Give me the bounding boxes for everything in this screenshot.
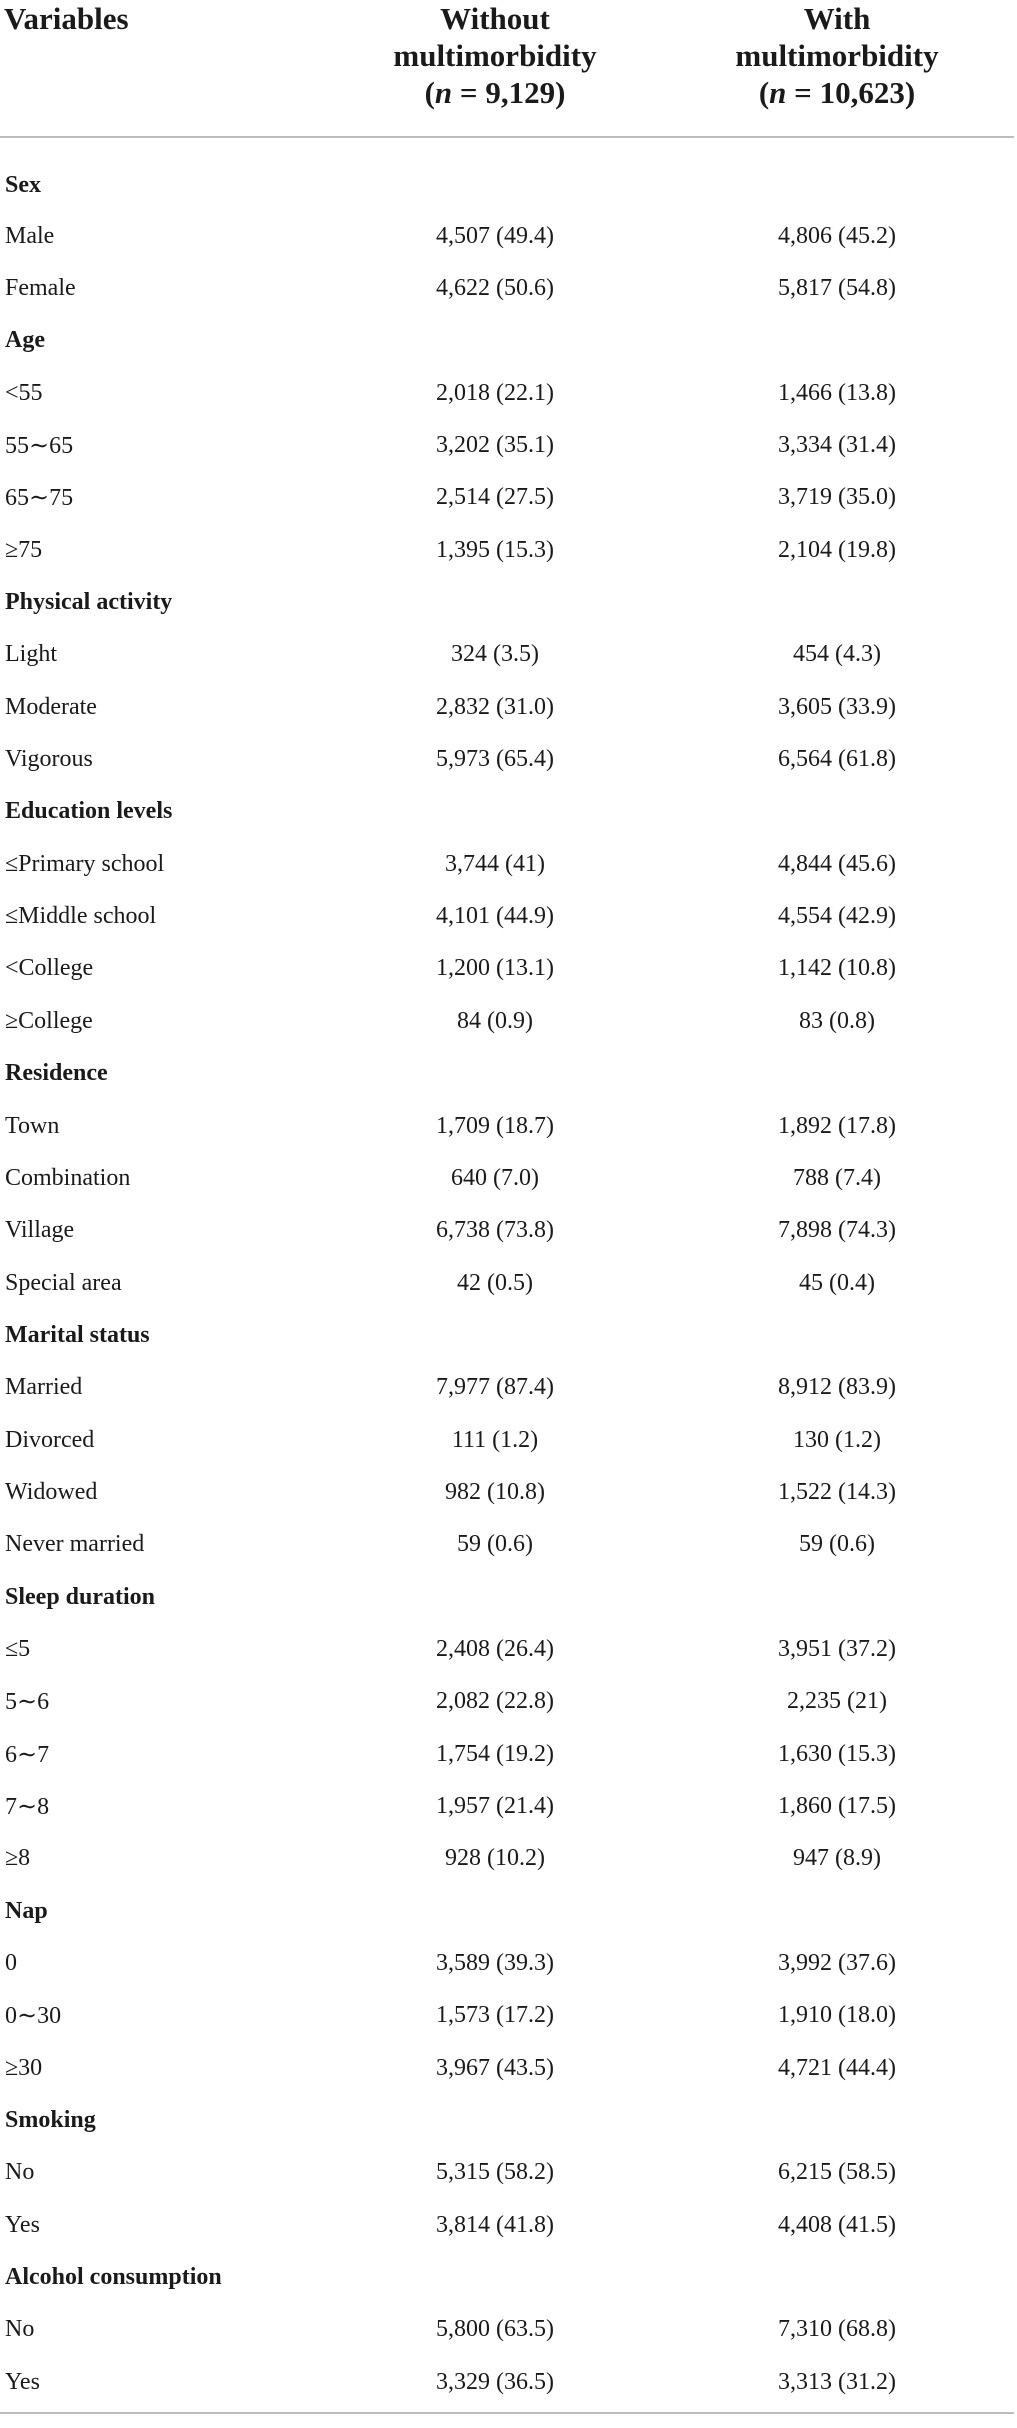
row-label: Divorced: [5, 1426, 95, 1453]
with-multimorbidity-cell: 4,806 (45.2): [778, 222, 896, 249]
table-row: [0, 1623, 1014, 1675]
row-label: Town: [5, 1112, 60, 1139]
without-multimorbidity-cell: 2,082 (22.8): [436, 1688, 554, 1715]
table-row: [0, 838, 1014, 890]
with-header-line2: multimorbidity: [735, 38, 939, 73]
row-label: <College: [5, 955, 94, 982]
table-row: [0, 367, 1014, 419]
without-multimorbidity-cell: 4,507 (49.4): [436, 222, 554, 249]
without-multimorbidity-cell: 1,957 (21.4): [436, 1792, 554, 1819]
table-row: [0, 1100, 1014, 1152]
row-label: No: [5, 2159, 35, 2186]
row-label: Village: [5, 1217, 75, 1244]
table-row: [0, 524, 1014, 576]
without-multimorbidity-cell: 5,315 (58.2): [436, 2159, 554, 2186]
without-multimorbidity-cell: 5,973 (65.4): [436, 746, 554, 773]
group-header-row: [0, 1309, 1014, 1361]
variables-header-label: Variables: [4, 1, 129, 36]
without-multimorbidity-cell: 1,754 (19.2): [436, 1740, 554, 1767]
with-multimorbidity-cell: 1,466 (13.8): [778, 379, 896, 406]
with-multimorbidity-cell: 3,719 (35.0): [778, 484, 896, 511]
with-multimorbidity-cell: 4,408 (41.5): [778, 2211, 896, 2238]
with-multimorbidity-cell: 4,721 (44.4): [778, 2054, 896, 2081]
without-multimorbidity-cell: 6,738 (73.8): [436, 1217, 554, 1244]
without-multimorbidity-column-header: [330, 0, 660, 137]
row-label: ≥8: [5, 1845, 31, 1872]
with-multimorbidity-cell: 5,817 (54.8): [778, 275, 896, 302]
without-multimorbidity-cell: 3,814 (41.8): [436, 2211, 554, 2238]
table-row: [0, 419, 1014, 471]
row-label: 65∼75: [5, 485, 74, 512]
row-label: Female: [5, 275, 76, 302]
row-label: No: [5, 2316, 35, 2343]
table-row: [0, 1152, 1014, 1204]
table-row: [0, 1519, 1014, 1571]
with-multimorbidity-cell: 59 (0.6): [799, 1531, 875, 1558]
table-row: [0, 1466, 1014, 1518]
without-multimorbidity-cell: 3,589 (39.3): [436, 1950, 554, 1977]
row-label: ≥College: [5, 1007, 93, 1034]
row-label: Special area: [5, 1269, 122, 1296]
without-multimorbidity-cell: 1,395 (15.3): [436, 536, 554, 563]
with-multimorbidity-cell: 83 (0.8): [799, 1007, 875, 1034]
table-row: [0, 2304, 1014, 2356]
without-multimorbidity-cell: 2,408 (26.4): [436, 1635, 554, 1662]
without-multimorbidity-cell: 7,977 (87.4): [436, 1374, 554, 1401]
variables-column-header: [0, 0, 330, 137]
table-row: [0, 1414, 1014, 1466]
row-label: 0: [5, 1950, 17, 1977]
with-header-n: (n = 10,623): [758, 75, 916, 110]
table-row: [0, 1990, 1014, 2042]
row-label: 0∼30: [5, 2003, 62, 2030]
row-label: ≥75: [5, 536, 43, 563]
group-header-row: [0, 786, 1014, 838]
row-label: ≤5: [5, 1635, 31, 1662]
without-multimorbidity-cell: 3,329 (36.5): [436, 2368, 554, 2395]
table-row: [0, 1257, 1014, 1309]
group-header-row: [0, 2251, 1014, 2303]
with-multimorbidity-column-header: [660, 0, 1014, 137]
group-header-row: [0, 576, 1014, 628]
with-multimorbidity-cell: 1,910 (18.0): [778, 2002, 896, 2029]
with-multimorbidity-cell: 3,992 (37.6): [778, 1950, 896, 1977]
table-row: [0, 1728, 1014, 1780]
without-multimorbidity-cell: 3,202 (35.1): [436, 432, 554, 459]
with-multimorbidity-cell: 2,235 (21): [787, 1688, 887, 1715]
table-row: [0, 1362, 1014, 1414]
group-label: Age: [5, 327, 45, 354]
without-multimorbidity-cell: 111 (1.2): [451, 1426, 539, 1453]
without-multimorbidity-cell: 59 (0.6): [457, 1531, 533, 1558]
table-row: [0, 262, 1014, 314]
group-label: Physical activity: [5, 589, 173, 616]
table-row: [0, 890, 1014, 942]
row-label: Combination: [5, 1164, 131, 1191]
with-multimorbidity-cell: 947 (8.9): [793, 1845, 881, 1872]
without-multimorbidity-cell: 3,967 (43.5): [436, 2054, 554, 2081]
table-row: [0, 2199, 1014, 2251]
without-multimorbidity-cell: 1,573 (17.2): [436, 2002, 554, 2029]
table-row: [0, 472, 1014, 524]
row-label: 6∼7: [5, 1741, 50, 1768]
with-multimorbidity-cell: 3,313 (31.2): [778, 2368, 896, 2395]
table-row: [0, 210, 1014, 262]
without-multimorbidity-cell: 928 (10.2): [445, 1845, 545, 1872]
table-header: [0, 0, 1014, 137]
table-row: [0, 995, 1014, 1047]
table-row: [0, 1780, 1014, 1832]
group-header-row: [0, 315, 1014, 367]
without-multimorbidity-cell: 982 (10.8): [445, 1478, 545, 1505]
group-label: Alcohol consumption: [5, 2264, 222, 2291]
with-multimorbidity-cell: 788 (7.4): [793, 1164, 881, 1191]
group-label: Sex: [5, 171, 41, 198]
group-label: Marital status: [5, 1321, 150, 1348]
with-multimorbidity-cell: 1,860 (17.5): [778, 1792, 896, 1819]
without-multimorbidity-cell: 4,622 (50.6): [436, 275, 554, 302]
without-multimorbidity-cell: 640 (7.0): [451, 1164, 539, 1191]
table-row: [0, 733, 1014, 785]
without-multimorbidity-cell: 2,514 (27.5): [436, 484, 554, 511]
with-multimorbidity-cell: 7,898 (74.3): [778, 1217, 896, 1244]
row-label: Light: [5, 641, 57, 668]
without-multimorbidity-cell: 3,744 (41): [445, 850, 545, 877]
row-label: Never married: [5, 1531, 145, 1558]
without-header-n: (n = 9,129): [424, 75, 566, 110]
table-row: [0, 681, 1014, 733]
with-multimorbidity-cell: 8,912 (83.9): [778, 1374, 896, 1401]
row-label: Yes: [5, 2211, 40, 2238]
table-row: [0, 1833, 1014, 1885]
row-label: ≤Primary school: [5, 850, 165, 877]
with-multimorbidity-cell: 6,564 (61.8): [778, 746, 896, 773]
row-label: Married: [5, 1374, 83, 1401]
with-multimorbidity-cell: 1,522 (14.3): [778, 1478, 896, 1505]
with-multimorbidity-cell: 1,892 (17.8): [778, 1112, 896, 1139]
with-header-line1: With: [803, 1, 871, 36]
without-header-line2: multimorbidity: [393, 38, 597, 73]
with-multimorbidity-cell: 1,630 (15.3): [778, 1740, 896, 1767]
without-multimorbidity-cell: 4,101 (44.9): [436, 903, 554, 930]
table-body: [0, 137, 1014, 2408]
table-row: [0, 629, 1014, 681]
row-label: 5∼6: [5, 1689, 50, 1716]
with-multimorbidity-cell: 130 (1.2): [793, 1426, 881, 1453]
row-label: 7∼8: [5, 1793, 50, 1820]
group-label: Residence: [5, 1060, 108, 1087]
with-multimorbidity-cell: 4,554 (42.9): [778, 903, 896, 930]
group-header-row: [0, 137, 1014, 210]
with-multimorbidity-cell: 45 (0.4): [799, 1269, 875, 1296]
with-multimorbidity-cell: 4,844 (45.6): [778, 850, 896, 877]
row-label: ≤Middle school: [5, 903, 157, 930]
without-header-line1: Without: [440, 1, 550, 36]
table-row: [0, 2147, 1014, 2199]
row-label: Male: [5, 222, 55, 249]
with-multimorbidity-cell: 3,605 (33.9): [778, 693, 896, 720]
group-header-row: [0, 1048, 1014, 1100]
group-label: Nap: [5, 1897, 48, 1924]
without-multimorbidity-cell: 84 (0.9): [457, 1007, 533, 1034]
group-header-row: [0, 2094, 1014, 2146]
table-bottom-rule: [0, 2412, 1014, 2414]
group-header-row: [0, 1571, 1014, 1623]
table-row: [0, 943, 1014, 995]
without-multimorbidity-cell: 1,709 (18.7): [436, 1112, 554, 1139]
row-label: Vigorous: [5, 746, 93, 773]
with-multimorbidity-cell: 2,104 (19.8): [778, 536, 896, 563]
group-label: Smoking: [5, 2107, 96, 2134]
header-row: [0, 0, 1014, 137]
with-multimorbidity-cell: 3,334 (31.4): [778, 432, 896, 459]
table-row: [0, 1205, 1014, 1257]
without-multimorbidity-cell: 5,800 (63.5): [436, 2316, 554, 2343]
without-multimorbidity-cell: 42 (0.5): [457, 1269, 533, 1296]
with-multimorbidity-cell: 454 (4.3): [793, 641, 881, 668]
with-multimorbidity-cell: 3,951 (37.2): [778, 1635, 896, 1662]
without-multimorbidity-cell: 324 (3.5): [451, 641, 539, 668]
with-multimorbidity-cell: 7,310 (68.8): [778, 2316, 896, 2343]
without-multimorbidity-cell: 2,018 (22.1): [436, 379, 554, 406]
group-label: Education levels: [5, 798, 173, 825]
row-label: <55: [5, 379, 43, 406]
with-multimorbidity-cell: 1,142 (10.8): [778, 955, 896, 982]
table-row: [0, 2042, 1014, 2094]
with-multimorbidity-cell: 6,215 (58.5): [778, 2159, 896, 2186]
table-row: [0, 1676, 1014, 1728]
without-multimorbidity-cell: 2,832 (31.0): [436, 693, 554, 720]
row-label: Widowed: [5, 1478, 98, 1505]
row-label: Moderate: [5, 693, 97, 720]
row-label: Yes: [5, 2368, 40, 2395]
group-header-row: [0, 1885, 1014, 1937]
group-label: Sleep duration: [5, 1583, 156, 1610]
table-row: [0, 2356, 1014, 2408]
row-label: ≥30: [5, 2054, 43, 2081]
without-multimorbidity-cell: 1,200 (13.1): [436, 955, 554, 982]
row-label: 55∼65: [5, 433, 74, 460]
table-row: [0, 1937, 1014, 1989]
